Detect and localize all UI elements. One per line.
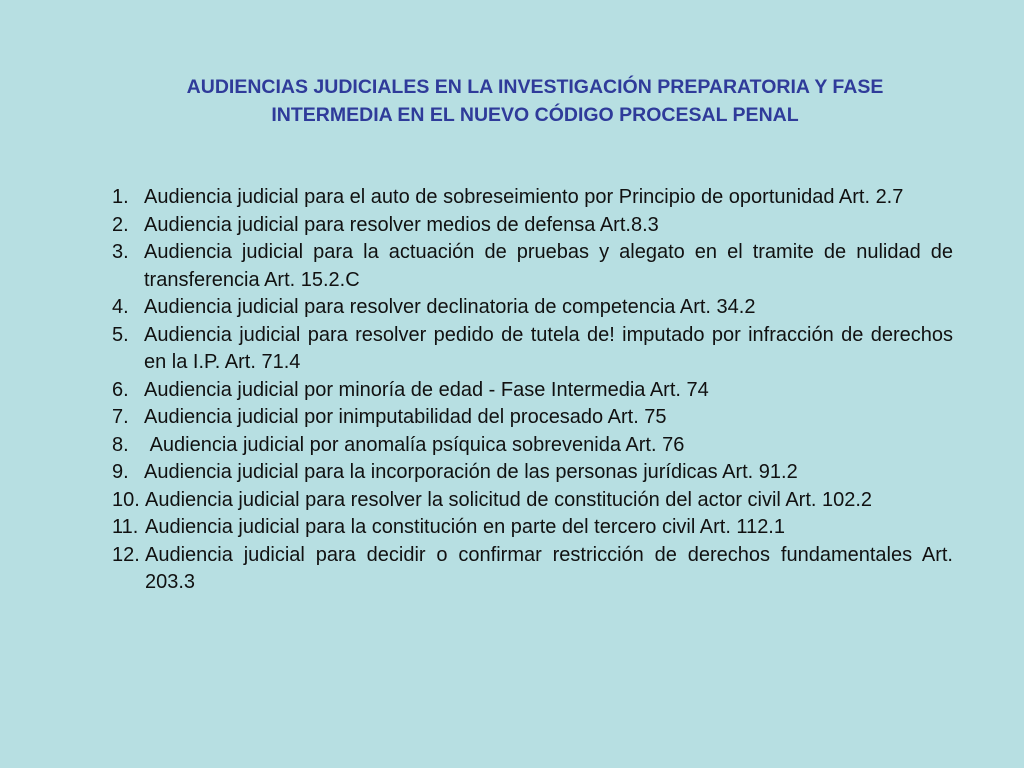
item-text: Audiencia judicial para el auto de sobreseimiento por Principio de oportunidad Art. 2.7	[144, 186, 904, 208]
list-item	[112, 377, 953, 405]
item-number: 4.	[112, 296, 129, 318]
list-item	[112, 487, 953, 515]
item-text: Audiencia judicial para resolver la solicitud de constitución del actor civil Art. 102.2	[145, 488, 873, 511]
item-number: 3.	[112, 241, 129, 263]
item-text: Audiencia judicial por inimputabilidad del procesado Art. 75	[144, 406, 667, 428]
list-item	[112, 212, 953, 240]
item-number: 12.	[112, 543, 140, 566]
item-number: 9.	[112, 461, 129, 483]
title-line-1: AUDIENCIAS JUDICIALES EN LA INVESTIGACIÓN PREPARATORIA Y FASE	[186, 76, 884, 98]
title-line-2: INTERMEDIA EN EL NUEVO CÓDIGO PROCESAL PENAL	[271, 104, 799, 126]
item-text: Audiencia judicial para resolver pedido de tutela de! imputado por infracción de derechos en la I.P. Art. 71.4	[144, 323, 953, 373]
item-number: 6.	[112, 378, 129, 401]
item-text: Audiencia judicial para decidir o confirmar restricción de derechos fundamentales Art. 203.3	[145, 543, 953, 593]
item-number: 5.	[112, 323, 129, 346]
hearings-list	[112, 184, 953, 597]
list-item	[112, 432, 953, 460]
list-item	[112, 404, 953, 432]
list-item	[112, 294, 953, 322]
item-text: Audiencia judicial para la incorporación de las personas jurídicas Art. 91.2	[144, 461, 798, 483]
item-text: Audiencia judicial para resolver medios de defensa Art.8.3	[144, 213, 659, 236]
page-title	[100, 73, 970, 129]
item-text: Audiencia judicial para resolver declinatoria de competencia Art. 34.2	[144, 296, 756, 318]
list-item	[112, 322, 953, 377]
item-number: 7.	[112, 406, 129, 428]
item-number: 1.	[112, 186, 129, 208]
list-item	[112, 514, 953, 542]
item-number: 10.	[112, 488, 140, 511]
item-text: Audiencia judicial para la actuación de pruebas y alegato en el tramite de nulidad de transferencia Art. 15.2.C	[144, 241, 953, 291]
item-number: 2.	[112, 213, 129, 236]
list-item	[112, 239, 953, 294]
item-text: Audiencia judicial para la constitución en parte del tercero civil Art. 112.1	[145, 516, 785, 538]
item-number: 8.	[112, 433, 129, 456]
list-item	[112, 184, 953, 212]
item-text: Audiencia judicial por minoría de edad - Fase Intermedia Art. 74	[144, 378, 709, 401]
list-item	[112, 542, 953, 597]
item-number: 11.	[112, 516, 139, 538]
item-text: Audiencia judicial por anomalía psíquica sobrevenida Art. 76	[144, 433, 685, 456]
list-item	[112, 459, 953, 487]
